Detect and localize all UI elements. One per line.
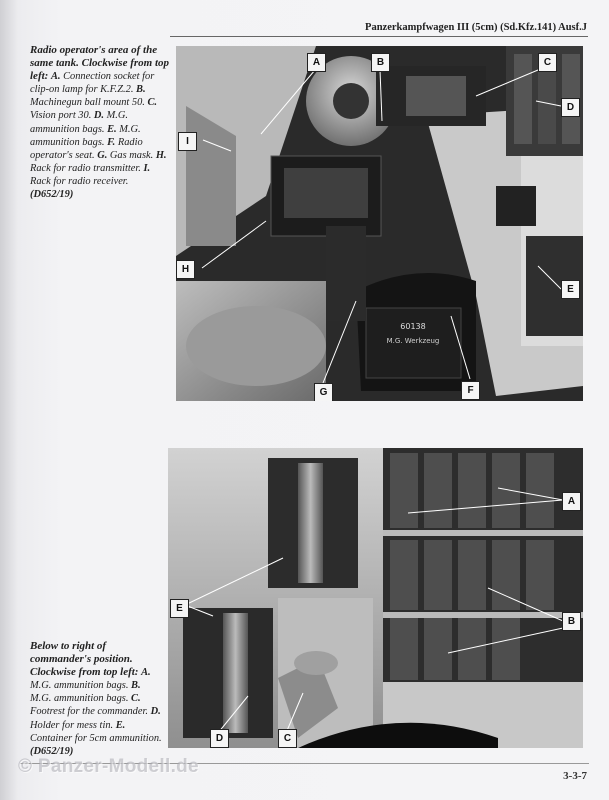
label-h: H [176,260,195,279]
label-c: C [538,53,557,72]
caption-item: C. Vision port 30. [30,97,158,122]
caption-item: G. Gas mask. [97,149,154,161]
caption-item: A. M.G. ammunition bags. [30,667,151,692]
caption-item: D. M.G. ammunition bags. [30,110,128,135]
caption-item: E. Container for 5cm ammunition. [30,719,162,744]
top-photo-radio-operator-area [176,46,583,401]
caption-lead: Radio operator's area of the same tank. Clockwise from top left: [30,44,170,83]
label-d: D [210,729,229,748]
watermark: © Panzer-Modell.de [18,756,199,777]
caption-item: A. Connection socket for clip-on lamp for K.F.Z.2. [30,71,155,96]
header-rule [170,36,588,37]
top-photo-illustration [176,46,583,401]
photo-reference: (D652/19) [30,189,74,201]
photo-reference: (D652/19) [30,745,74,757]
caption-item: I. Rack for radio receiver. [30,162,151,187]
caption-item: B. M.G. ammunition bags. [30,680,141,705]
box-number: 60138 [400,322,426,331]
caption-item: B. Machinegun ball mount 50. [30,84,146,109]
caption-item: H. Rack for radio transmitter. [30,149,167,174]
label-a: A [562,492,581,511]
label-a: A [307,53,326,72]
box-lettering: M.G. Werkzeug [386,337,440,345]
caption-item: E. M.G. ammunition bags. [30,123,141,148]
label-d: D [561,98,580,117]
label-f: F [461,381,480,400]
top-photo-caption [30,44,172,201]
label-b: B [562,612,581,631]
caption-item: D. Holder for mess tin. [30,706,161,731]
caption-lead: Below to right of commander's position. Clockwise from top left: [30,640,139,679]
label-b: B [371,53,390,72]
bottom-photo-caption [30,640,164,758]
label-c: C [278,729,297,748]
label-e: E [561,280,580,299]
running-header: Panzerkampfwagen III (5cm) (Sd.Kfz.141) Ausf.J [365,22,587,33]
label-g: G [314,383,333,401]
label-i: I [178,132,197,151]
page-number: 3-3-7 [563,770,587,782]
bottom-photo-commander-position [168,448,583,748]
label-e: E [170,599,189,618]
caption-item: C. Footrest for the commander. [30,693,148,718]
caption-item: F. Radio operator's seat. [30,136,143,161]
bottom-photo-illustration [168,448,583,748]
